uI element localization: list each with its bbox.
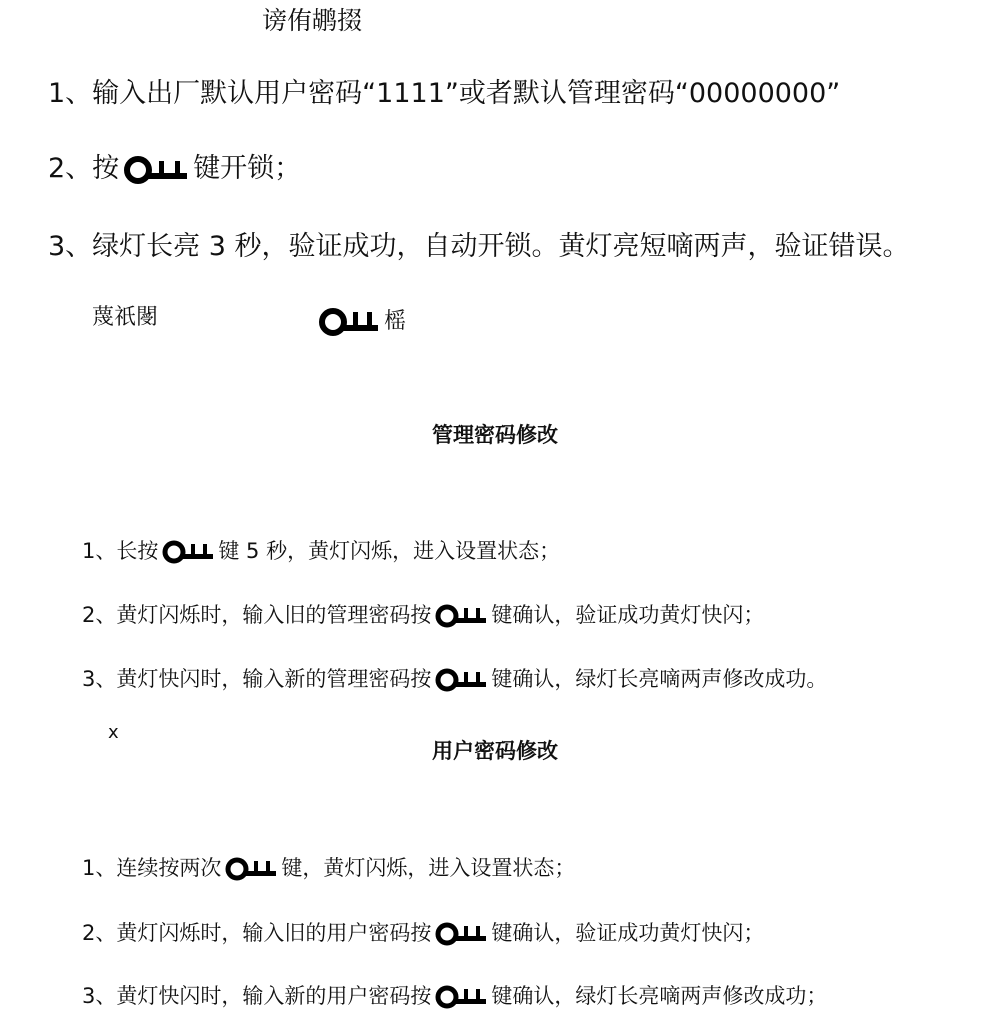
note-label: 蔑祇閿 bbox=[92, 305, 159, 330]
user-step-2-before: 2、黄灯闪烁时，输入旧的用户密码按 bbox=[82, 921, 432, 945]
admin-step-2 bbox=[82, 604, 764, 628]
key-icon bbox=[435, 922, 487, 946]
user-step-3 bbox=[82, 985, 827, 1009]
key-icon bbox=[162, 540, 214, 564]
stray-mark: x bbox=[108, 722, 119, 743]
key-icon bbox=[435, 668, 487, 692]
key-icon bbox=[225, 857, 277, 881]
admin-step-3-before: 3、黄灯快闪时，输入新的管理密码按 bbox=[82, 667, 432, 691]
user-step-1 bbox=[82, 857, 575, 881]
user-step-2-after: 键确认，验证成功黄灯快闪； bbox=[491, 921, 765, 945]
admin-step-2-before: 2、黄灯闪烁时，输入旧的管理密码按 bbox=[82, 603, 432, 627]
admin-step-1-before: 1、长按 bbox=[82, 539, 159, 563]
admin-section-title: 管理密码修改 bbox=[432, 423, 558, 447]
user-step-1-before: 1、连续按两次 bbox=[82, 856, 222, 880]
user-step-3-after: 键确认，绿灯长亮嘀两声修改成功； bbox=[491, 984, 828, 1008]
note-key bbox=[318, 307, 406, 337]
admin-step-1 bbox=[82, 540, 560, 564]
admin-step-3 bbox=[82, 668, 827, 692]
admin-step-2-after: 键确认，验证成功黄灯快闪； bbox=[491, 603, 765, 627]
key-icon bbox=[318, 307, 380, 337]
intro-step-1: 1、输入出厂默认用户密码“1111”或者默认管理密码“00000000” bbox=[48, 78, 841, 109]
key-icon bbox=[435, 604, 487, 628]
intro-step-3: 3、绿灯长亮 3 秒，验证成功，自动开锁。黄灯亮短嘀两声，验证错误。 bbox=[48, 231, 910, 262]
user-step-1-after: 键，黄灯闪烁，进入设置状态； bbox=[281, 856, 576, 880]
note-key-text: 榣 bbox=[384, 309, 407, 334]
intro-step-2 bbox=[48, 155, 301, 184]
page-title: 谤侑鹕掇 bbox=[262, 6, 363, 35]
key-icon bbox=[435, 985, 487, 1009]
admin-step-3-after: 键确认，绿灯长亮嘀两声修改成功。 bbox=[491, 667, 828, 691]
admin-step-1-after: 键 5 秒，黄灯闪烁，进入设置状态； bbox=[218, 539, 561, 563]
user-step-2 bbox=[82, 922, 764, 946]
intro-step-2-text-before: 2、按 bbox=[48, 153, 120, 184]
intro-step-2-text-after: 键开锁； bbox=[193, 153, 302, 184]
user-step-3-before: 3、黄灯快闪时，输入新的用户密码按 bbox=[82, 984, 432, 1008]
key-icon bbox=[123, 156, 189, 184]
user-section-title: 用户密码修改 bbox=[432, 739, 558, 763]
